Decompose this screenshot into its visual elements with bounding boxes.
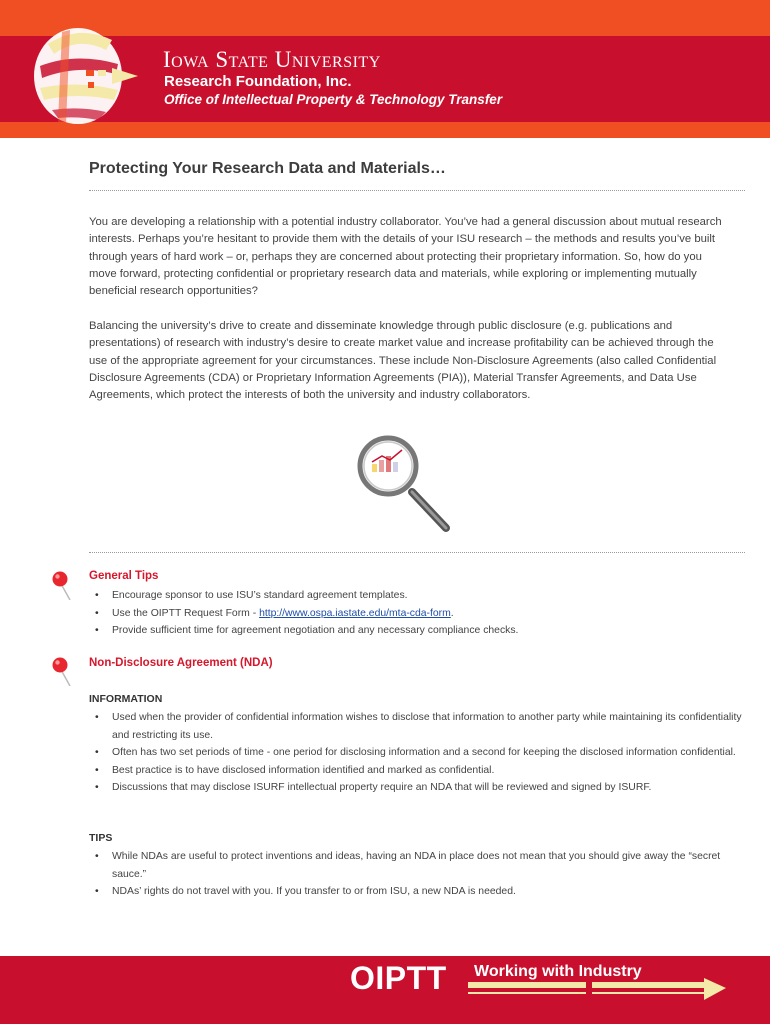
list-item: • Often has two set periods of time - one period for disclosing information and a second for keeping the disclosed information confidential. xyxy=(112,744,752,762)
list-item: • Discussions that may disclose ISURF intellectual property require an NDA that will be reviewed and signed by ISURF. xyxy=(112,779,752,797)
university-name: Iowa State University xyxy=(163,47,381,72)
balance-paragraph: Balancing the university’s drive to create and disseminate knowledge through public disclosure (e.g. publications and presentations) of research with industry’s desire to create market value and increase profitability can be achieved through the use of the appropriate agreement for your circumstances. These include Non-Disclosure Agreements (also called Confidential Disclosure Agreements (CDA) or Proprietary Information Agreements (PIA)), Material Transfer Agreements, and Data Use Agreements, which protect the interests of both the university and industry collaborators. xyxy=(89,320,717,402)
tips-heading: TIPS xyxy=(89,832,113,844)
working-with-industry-tagline: Working with Industry xyxy=(474,963,642,980)
list-item: • Provide sufficient time for agreement negotiation and any necessary compliance checks. xyxy=(112,622,752,640)
dotted-divider xyxy=(89,190,745,191)
nda-information-list xyxy=(89,709,752,797)
request-form-link[interactable]: http://www.ospa.iastate.edu/mta-cda-form xyxy=(259,607,451,619)
oiptt-brand: OIPTT xyxy=(350,960,447,996)
list-item: • Use the OIPTT Request Form - http://www.ospa.iastate.edu/mta-cda-form. xyxy=(112,605,752,623)
intro-paragraph: You are developing a relationship with a potential industry collaborator. You’ve had a general discussion about mutual research interests. Perhaps you’re hesitant to provide them with the details of your ISU research – the methods and results you’ve built through years of hard work – or, perhaps they are concerned about protecting their proprietary information. So, how do you move forward, protecting confidential or proprietary research data and materials, while exploring or implementing mutually beneficial research opportunities? xyxy=(89,216,722,298)
general-tips-list xyxy=(89,587,752,640)
list-item: • While NDAs are useful to protect inventions and ideas, having an NDA in place does not mean that you should give away the “secret sauce.” xyxy=(112,848,752,883)
general-tips-heading: General Tips xyxy=(89,570,159,582)
information-heading: INFORMATION xyxy=(89,693,163,705)
red-pushpin-icon xyxy=(50,570,72,600)
red-pushpin-icon xyxy=(50,656,72,686)
list-item: • NDAs’ rights do not travel with you. If you transfer to or from ISU, a new NDA is needed. xyxy=(112,883,752,901)
list-item: • Best practice is to have disclosed information identified and marked as confidential. xyxy=(112,762,752,780)
office-name: Office of Intellectual Property & Technology Transfer xyxy=(164,92,503,107)
isu-globe-logo xyxy=(26,14,154,134)
dotted-divider xyxy=(89,552,745,553)
list-item: • Encourage sponsor to use ISU’s standard agreement templates. xyxy=(112,587,752,605)
foundation-name: Research Foundation, Inc. xyxy=(164,73,352,90)
list-item: • Used when the provider of confidential information wishes to disclose that information to another party while maintaining its confidentiality and restricting its use. xyxy=(112,709,752,744)
magnifier-chart-icon xyxy=(352,432,452,532)
page-title: Protecting Your Research Data and Materials… xyxy=(89,160,446,177)
arrow-icon xyxy=(468,978,728,1004)
nda-tips-list xyxy=(89,848,752,901)
nda-heading: Non-Disclosure Agreement (NDA) xyxy=(89,657,273,669)
